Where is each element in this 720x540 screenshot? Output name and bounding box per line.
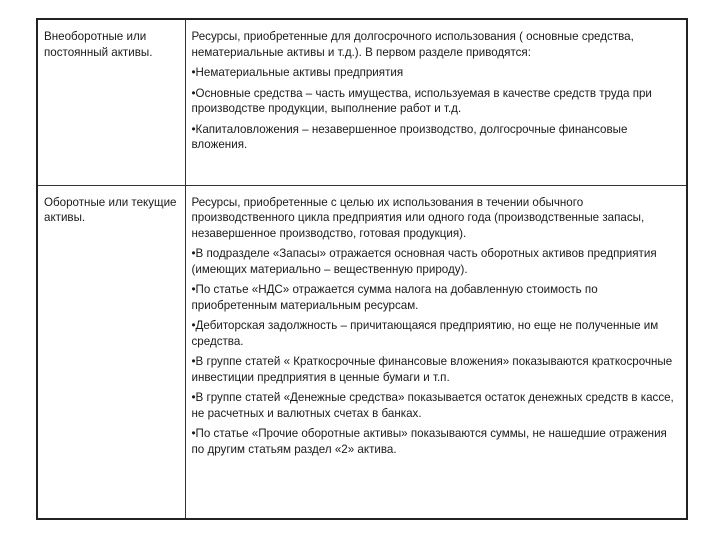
term-current-assets: Оборотные или текущие активы. <box>44 195 177 224</box>
bullet-capital-investments: •Капиталовложения – незавершенное производство, долгосрочные финансовые вложения. <box>191 122 628 151</box>
bullet-fixed-assets: •Основные средства – часть имущества, используемая в качестве средств труда при производстве продукции, выполнение работ и т.д. <box>191 86 652 115</box>
term-noncurrent-assets: Внеоборотные или постоянный активы. <box>44 30 153 59</box>
description-paragraph: Ресурсы, приобретенные для долгосрочного использования ( основные средства, нематериальные активы и т.д.). В первом разделе приводятся: <box>191 30 634 59</box>
description-paragraph: Ресурсы, приобретенные с целью их использования в течении обычного производственного цикла предприятия или одного года (производственные запасы, незавершенное производство, готовая продукция). <box>191 195 645 240</box>
bullet-cash: •В группе статей «Денежные средства» показывается остаток денежных средств в кассе, не расчетных и валютных счетах в банках. <box>191 391 674 420</box>
bullet-receivables: •Дебиторская задолжность – причитающаяся предприятию, но еще не полученные им средства. <box>191 319 659 348</box>
bullet-short-term-investments: •В группе статей « Краткосрочные финансовые вложения» показываются краткосрочные инвестиции предприятия в ценные бумаги и т.п. <box>191 355 673 384</box>
table-row-noncurrent-assets <box>37 19 687 185</box>
term-cell <box>37 185 185 519</box>
bullet-intangible-assets: •Нематериальные активы предприятия <box>191 66 404 79</box>
description-cell <box>185 19 687 185</box>
description-cell <box>185 185 687 519</box>
assets-table <box>36 18 688 520</box>
term-cell <box>37 19 185 185</box>
bullet-vat: •По статье «НДС» отражается сумма налога на добавленную стоимость по приобретенным материальным ресурсам. <box>191 283 598 312</box>
bullet-other-current-assets: •По статье «Прочие оборотные активы» показываются суммы, не нашедшие отражения по другим статьям раздел «2» актива. <box>191 427 667 456</box>
table-row-current-assets <box>37 185 687 519</box>
bullet-inventories: •В подразделе «Запасы» отражается основная часть оборотных активов предприятия (имеющих материально – вещественную природу). <box>191 247 657 276</box>
